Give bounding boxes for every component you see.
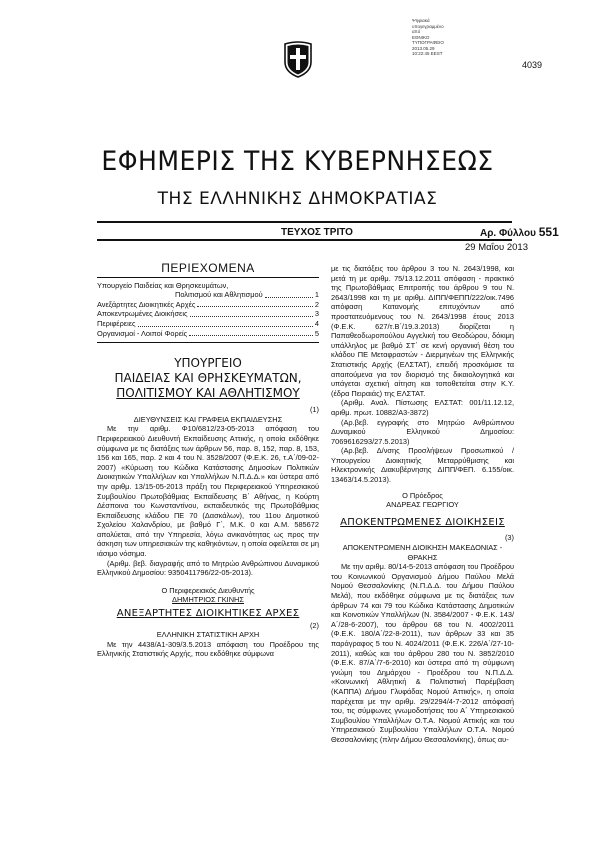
toc-entry[interactable] — [97, 319, 319, 329]
header-rule-top — [97, 221, 512, 223]
decision-ref: (2) — [309, 620, 319, 630]
section-heading: ΑΝΕΞΑΡΤΗΤΕΣ ΔΙΟΙΚΗΤΙΚΕΣ ΑΡΧΕΣ — [116, 608, 300, 620]
toc-entry-page: 2 — [314, 299, 319, 309]
decision-note: (Αριθμ. Αναλ. Πίστωσης ΕΛΣΤΑΤ: 001/11.12.12, αριθμ. πρωτ. 10882/Α3-3872) — [331, 398, 514, 417]
issue-date: 29 Μαΐου 2013 — [465, 242, 528, 253]
section-title: ΑΠΟΚΕΝΤΡΩΜΕΝΗ ΔΙΟΙΚΗΣΗ ΜΑΚΕΔΟΝΙΑΣ - ΘΡΑΚΗΣ — [342, 543, 503, 562]
decision-ref: (3) — [504, 533, 514, 543]
sheet-number — [480, 225, 559, 239]
right-column — [331, 264, 514, 745]
header-rule-bottom — [97, 239, 512, 241]
issue-label: ΤΕΥΧΟΣ ΤΡΙΤΟ — [281, 227, 353, 238]
ministry-line: ΥΠΟΥΡΓΕΙΟ — [174, 356, 242, 371]
toc-heading: ΠΕΡΙΕΧΟΜΕΝΑ — [161, 261, 255, 275]
toc-leader — [265, 297, 313, 298]
left-column — [97, 261, 319, 659]
stamp-line: ΤΥΠΟΓΡΑΦΕΙΟ — [412, 40, 444, 45]
toc-entry[interactable] — [97, 300, 319, 310]
digital-signature-stamp — [412, 18, 452, 57]
stamp-line: Ψηφιακά — [412, 18, 430, 23]
toc-entry-label: Αποκεντρωμένες Διοικήσεις — [97, 309, 188, 319]
toc-leader — [197, 306, 312, 307]
stamp-line: ΕΘΝΙΚΟ — [412, 34, 430, 40]
toc-entry-page: 5 — [314, 328, 319, 338]
stamp-line: 2013.05.29 — [412, 45, 435, 51]
decision-body: Με την αριθμ. 80/14-5-2013 απόφαση του Προέδρου του Κοινωνικού Οργανισμού Δήμου Παύλου Μελά Νομού Θεσσαλονίκης (Ν.Π.Δ.Δ. του Δήμου Παύλου Μελά), που εκδόθηκε σύμφωνα με τις διατάξεις των άρθρων 74 και 79 του Κώδικα Κατάστασης Δημοτικών και Κοινοτικών Υπαλλήλων (Ν. 3584/2007 - Φ.Ε.Κ. 143/Α΄/28-6-2007), του άρθρου 68 του Ν. 4002/2011 (Φ.Ε.Κ. 180/Α΄/22-8-2011), των άρθρων 33 και 35 παράγραφος 5 του Ν. 4024/2011 (Φ.Ε.Κ. 226/Α΄/27-10-2011), καθώς και του άρθρου 280 του Ν. 3852/2010 (Φ.Ε.Κ. 87/Α΄/7-6-2010) και ύστερα από τη σύμφωνη γνώμη του Δημάρχου - Προέδρου του Ν.Π.Δ.Δ. «Κοινωνική Αθλητική & Πολιτιστική Παρέμβαση (ΚΑΠΠΑ) Δήμου Γλυφάδας Νομού Αττικής», η οποία παρέχεται με την αριθμ. 29/2294/4-7-2012 απόφασή του, τις σύμφωνες γνωμοδοτήσεις του Α΄ Υπηρεσιακού Συμβουλίου Υπαλλήλων Ο.Τ.Α. Νομού Αττικής και του Υπηρεσιακού Συμβουλίου Υπαλλήλων Ο.Τ.Α. Νομού Θεσσαλονίκης (πλην Δήμου Θεσσαλονίκης), όπως αυ- — [331, 562, 514, 744]
toc-entry[interactable] — [97, 281, 319, 291]
decision-body: Με την 4438/Α1-309/3.5.2013 απόφαση του Προέδρου της Ελληνικής Στατιστικής Αρχής, που εκδόθηκε σύμφωνα — [97, 639, 319, 659]
toc-leader — [138, 326, 313, 327]
coat-of-arms-icon — [283, 40, 313, 78]
page-number: 4039 — [522, 60, 543, 70]
toc-entry-label: Οργανισμοί - Λοιποί Φορείς — [97, 328, 188, 338]
toc-entry-page: 1 — [314, 290, 319, 300]
signer-name: ΑΝΔΡΕΑΣ ΓΕΩΡΓΙΟΥ — [386, 500, 459, 510]
divider — [97, 342, 319, 343]
toc-entry-page: 4 — [314, 318, 319, 328]
decision-note: (Αρ.βεβ. εγγραφής στο Μητρώο Ανθρώπινου Δυναμικού Ελληνικού Δημοσίου: 7069616293/27.5.2013) — [331, 417, 514, 446]
ministry-heading — [97, 356, 319, 401]
section-title: ΕΛΛΗΝΙΚΗ ΣΤΑΤΙΣΤΙΚΗ ΑΡΧΗ — [156, 630, 260, 640]
sheet-label: Αρ. Φύλλου — [480, 228, 536, 239]
divider — [97, 277, 319, 278]
decision-body: Με την αριθμ. Φ10/6812/23-05-2013 απόφαση του Περιφερειακού Διευθυντή Εκπαίδευσης Αττικής, η οποία εκδόθηκε σύμφωνα με τις διατάξεις των άρθρων 56, παρ. 8, 152, παρ. 8, 153, 156 και 165, παρ. 2 και 4 του Ν. 3528/2007 (Φ.Ε.Κ. 26, τ.Α΄/09-02-2007) «Κύρωση του Κώδικα Κατάστασης Δημοσίων Πολιτικών Διοικητικών Υπαλλήλων και Υπαλλήλων Ν.Π.Δ.Δ.» και ύστερα από την αριθμ. 13/15-05-2013 πράξη του Περιφερειακού Υπηρεσιακού Συμβουλίου Πρωτοβάθμιας Εκπαίδευσης Β΄ Αθήνας, η Κούρτη Δέσποινα του Κωνσταντίνου, εκπαιδευτικός της Πρωτοβάθμιας Εκπαίδευσης κλάδου ΠΕ 70 (Δασκάλων), του 11ου Δημοτικού Σχολείου Χαλανδρίου, με βαθμό Γ΄, Μ.Κ. 0 και Α.Μ. 585672 απολύεται, από την Υπηρεσία, λόγω ανικανότητας ως προς την άσκηση των υπηρεσιακών της καθηκόντων, η οποία οφείλεται σε μη ιάσιμο νόσημα. — [97, 424, 319, 559]
signer-title: Ο Πρόεδρος — [402, 490, 443, 500]
toc-entry-page: 3 — [314, 309, 319, 319]
toc-leader — [190, 316, 313, 317]
toc-entry-label: Υπουργείο Παιδείας και Θρησκευμάτων, — [97, 280, 229, 290]
gazette-title: ΕΦΗΜΕΡΙΣ ΤΗΣ ΚΥΒΕΡΝΗΣΕΩΣ — [101, 146, 494, 177]
toc-entry[interactable] — [97, 290, 319, 300]
decision-note: (Αριθμ. βεβ. διαγραφής από το Μητρώο Ανθρώπινου Δυναμικού Ελληνικού Δημοσίου: 9350411796/22-05-2013). — [97, 558, 319, 578]
sheet-number-value: 551 — [538, 225, 559, 239]
ministry-line: ΠΟΛΙΤΙΣΜΟΥ ΚΑΙ ΑΘΛΗΤΙΣΜΟΥ — [116, 386, 300, 401]
toc-leader — [189, 335, 313, 336]
toc-entry-label: Πολιτισμού και Αθλητισμού — [175, 290, 263, 300]
section-title: ΔΙΕΥΘΥΝΣΕΙΣ ΚΑΙ ΓΡΑΦΕΙΑ ΕΚΠΑΙΔΕΥΣΗΣ — [133, 414, 283, 424]
decision-note: (Αρ.βεβ. Δ/νσης Προσλήψεων Προσωπικού / Υπουργείου Διοικητικής Μεταρρύθμισης και Ηλεκτρονικής Διακυβέρνησης ΔΙΠΠ/ΦΕΠ. 6.155/οικ. 13463/14.5.2013). — [331, 446, 514, 485]
ministry-line: ΠΑΙΔΕΙΑΣ ΚΑΙ ΘΡΗΣΚΕΥΜΑΤΩΝ, — [114, 371, 302, 386]
toc-entry-label: Περιφέρειες — [97, 318, 136, 328]
toc-entry[interactable] — [97, 309, 319, 319]
signer-title: Ο Περιφερειακός Διευθυντής — [161, 585, 255, 595]
decision-body: με τις διατάξεις του άρθρου 3 του Ν. 2643/1998, και μετά τη με αριθμ. 75/13.12.2011 απόφαση - πρακτικό της Πρωτοβάθμιας Επιτροπής του άρθρου 9 του Ν. 2643/1998 και τη με αριθμ. ΔΙΠΠ/ΦΕΠΠ/222/οικ.7496 απόφαση Κατανομής επιτυχόντων από προστατευόμενους του Ν. 2643/1998 έτους 2013 (Φ.Ε.Κ. 627/τ.Β΄/19.3.2013) διορίζεται η Παπαθεοδωροπούλου Αγγελική του Θεοδώρου, δόκιμη υπάλληλος με βαθμό ΣΤ΄ σε κενή οργανική θέση του κλάδου ΠΕ Μεταφραστών - Διερμηνέων της Ελληνικής Στατιστικής Αρχής (ΕΛΣΤΑΤ), επειδή προσκόμισε τα απαιτούμενα για τον διορισμό της δικαιολογητικά και υπάγεται σχετική αίτηση και τοποθετείται στην Κ.Υ. (έδρα Πειραιάς) της ΕΛΣΤΑΤ. — [331, 264, 514, 398]
gazette-subtitle: ΤΗΣ ΕΛΛΗΝΙΚΗΣ ΔΗΜΟΚΡΑΤΙΑΣ — [157, 189, 438, 209]
signer-name: ΔΗΜΗΤΡΙΟΣ ΓΚΙΝΗΣ — [172, 595, 244, 605]
stamp-line: υπογεγραμμένο από — [412, 23, 444, 34]
stamp-line: 10:22:45 EEST — [412, 51, 443, 56]
toc-entry[interactable] — [97, 329, 319, 339]
toc-entry-label: Ανεξάρτητες Διοικητικές Αρχές — [97, 299, 196, 309]
decision-ref: (1) — [309, 405, 319, 415]
section-heading: ΑΠΟΚΕΝΤΡΩΜΕΝΕΣ ΔΙΟΙΚΗΣΕΙΣ — [340, 516, 505, 528]
